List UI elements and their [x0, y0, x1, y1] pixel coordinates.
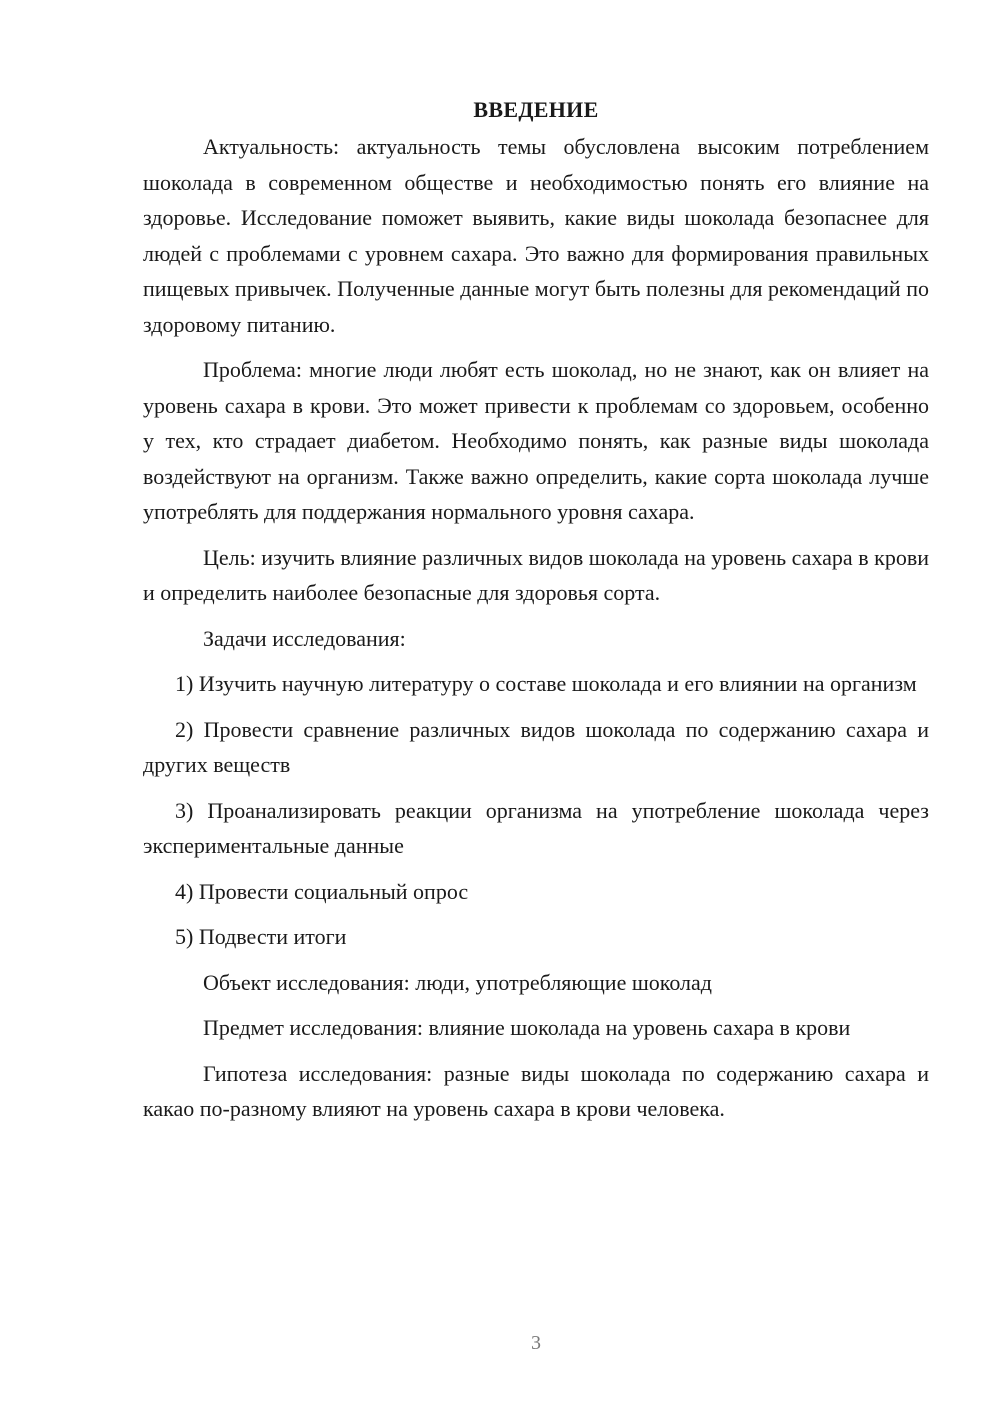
research-hypothesis: Гипотеза исследования: разные виды шоколада по содержанию сахара и какао по-разному влияют на уровень сахара в крови человека. [143, 1060, 929, 1121]
page-number: 3 [531, 1332, 541, 1354]
research-subject: Предмет исследования: влияние шоколада на уровень сахара в крови [203, 1015, 851, 1040]
document-page [143, 95, 929, 1137]
task-item: 2) Провести сравнение различных видов шоколада по содержанию сахара и других веществ [143, 716, 929, 777]
section-title: ВВЕДЕНИЕ [473, 97, 599, 122]
goal-paragraph: Цель: изучить влияние различных видов шоколада на уровень сахара в крови и определить наиболее безопасные для здоровья сорта. [143, 544, 929, 605]
task-item: 3) Проанализировать реакции организма на употребление шоколада через экспериментальные данные [143, 797, 929, 858]
task-item: 4) Провести социальный опрос [175, 878, 469, 904]
tasks-heading: Задачи исследования: [203, 625, 406, 651]
relevance-paragraph: Актуальность: актуальность темы обусловлена высоким потреблением шоколада в современном обществе и необходимостью понять его влияние на здоровье. Исследование поможет выявить, какие виды шоколада безопаснее для людей с проблемами с уровнем сахара. Это важно для формирования правильных пищевых привычек. Полученные данные могут быть полезны для рекомендаций по здоровому питанию. [143, 134, 929, 337]
problem-paragraph: Проблема: многие люди любят есть шоколад, но не знают, как он влияет на уровень сахара в крови. Это может привести к проблемам со здоровьем, особенно у тех, кто страдает диабетом. Необходимо понять, как разные виды шоколада воздействуют на организм. Также важно определить, какие сорта шоколада лучше употреблять для поддержания нормального уровня сахара. [143, 357, 929, 524]
task-item: 1) Изучить научную литературу о составе шоколада и его влиянии на организм [175, 671, 917, 696]
task-item: 5) Подвести итоги [175, 924, 347, 949]
research-object: Объект исследования: люди, употребляющие шоколад [203, 969, 712, 995]
tasks-list [143, 666, 929, 955]
